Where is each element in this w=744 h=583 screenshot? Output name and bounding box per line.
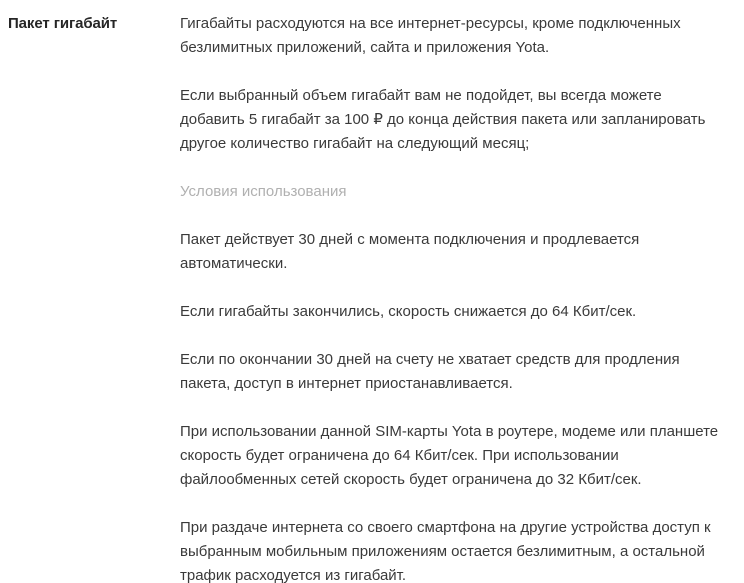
terms-paragraph-1: Пакет действует 30 дней с момента подключения и продлевается автоматически. [180,231,640,272]
terms-paragraph-2: Если гигабайты закончились, скорость снижается до 64 Кбит/сек. [180,303,637,320]
intro-paragraph-2: Если выбранный объем гигабайт вам не подойдет, вы всегда можете добавить 5 гигабайт за 100 ₽ до конца действия пакета или запланировать другое количество гигабайт на следующий месяц; [180,87,706,152]
terms-paragraph-3: Если по окончании 30 дней на счету не хватает средств для продления пакета, доступ в интернет приостанавливается. [180,351,680,392]
section-label-column [0,12,180,36]
section-title: Пакет гигабайт [8,15,118,32]
terms-subheading: Условия использования [180,183,347,200]
intro-paragraph-1: Гигабайты расходуются на все интернет-ресурсы, кроме подключенных безлимитных приложений, сайта и приложения Yota. [180,15,681,56]
terms-paragraph-4: При использовании данной SIM-карты Yota в роутере, модеме или планшете скорость будет ограничена до 64 Кбит/сек. При использовании файлообменных сетей скорость будет ограничена до 32 Кбит/сек. [180,423,719,488]
section-content-column [180,12,728,583]
terms-paragraph-5: При раздаче интернета со своего смартфона на другие устройства доступ к выбранным мобильным приложениям остается безлимитным, а остальной трафик расходуется из гигабайт. [180,519,711,583]
